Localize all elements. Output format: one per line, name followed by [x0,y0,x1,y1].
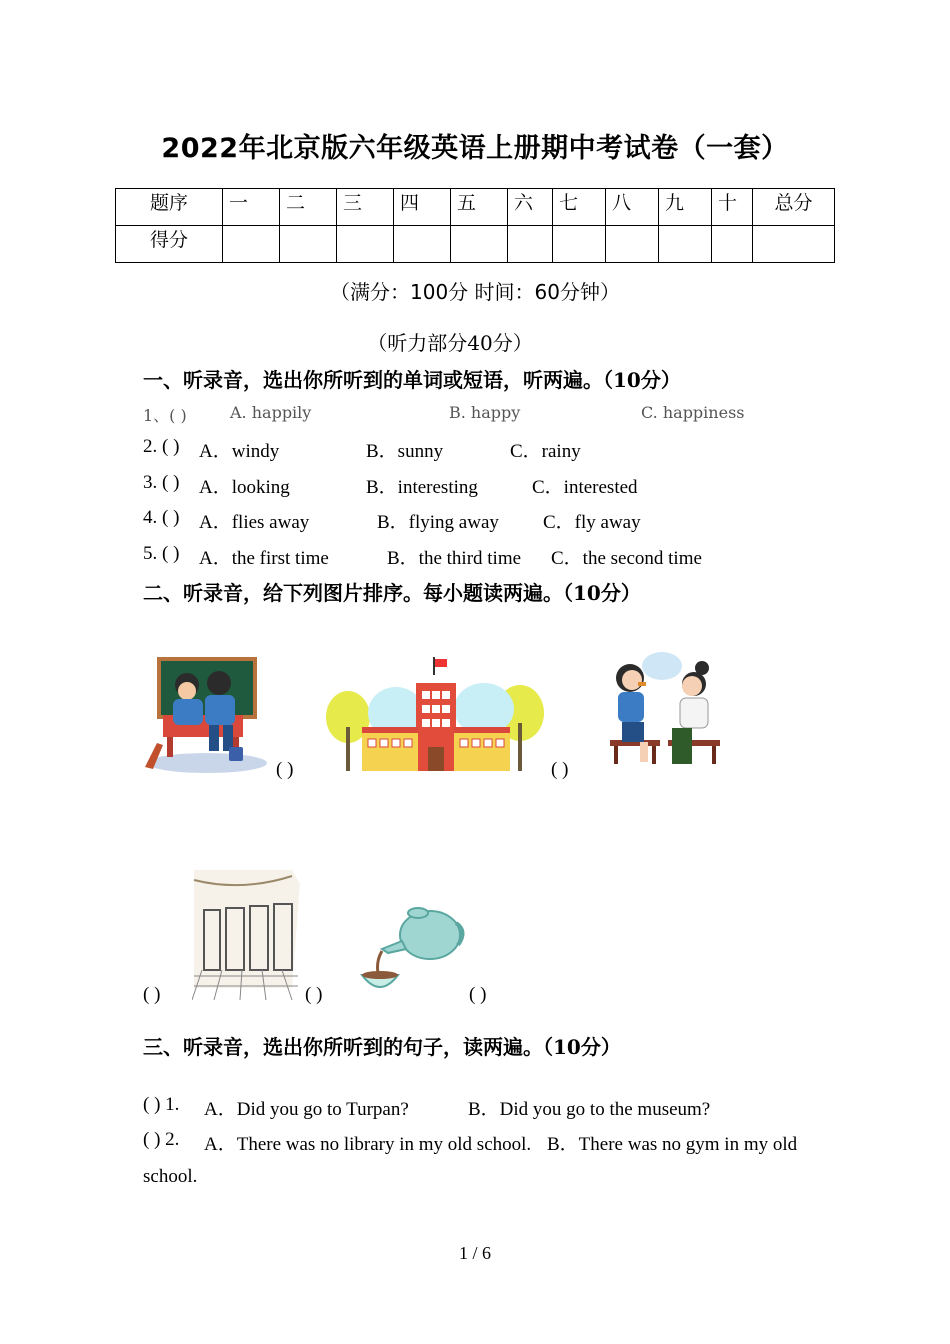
option-a[interactable]: A. happily [230,403,312,422]
question-number[interactable]: 2. ( ) [143,436,180,457]
option-b-continued: school. [143,1166,198,1187]
score-table-cell: 二 [280,189,337,226]
score-input-cell[interactable] [753,226,835,263]
score-table-score-row [116,226,835,263]
answer-blank[interactable]: ( ) [469,984,487,1005]
score-input-cell[interactable] [712,226,753,263]
score-table-cell: 八 [606,189,659,226]
score-input-cell[interactable] [606,226,659,263]
option-a[interactable]: A．There was no library in my old school. [204,1134,532,1155]
question-number[interactable]: ( ) 1. [143,1094,180,1115]
option-c[interactable]: C．the second time [551,548,702,569]
answer-blank[interactable]: ( ) [305,984,323,1005]
option-b[interactable]: B. happy [449,403,521,422]
score-table [115,188,835,263]
score-table-cell: 五 [451,189,508,226]
listening-header: （听力部分40分） [367,331,533,355]
score-table-cell: 十 [712,189,753,226]
option-a[interactable]: A．Did you go to Turpan? [204,1099,409,1120]
option-a[interactable]: A．looking [199,477,290,498]
option-b[interactable]: B．the third time [387,548,522,569]
option-c[interactable]: C. happiness [641,403,745,422]
question-number[interactable]: ( ) 2. [143,1129,180,1150]
option-c[interactable]: C．rainy [510,441,581,462]
option-c[interactable]: C．fly away [543,512,641,533]
score-table-cell: 四 [394,189,451,226]
option-a[interactable]: A．the first time [199,548,329,569]
answer-blank[interactable]: ( ) [143,984,161,1005]
page-number: 1 / 6 [458,1243,491,1263]
question-number[interactable]: 3. ( ) [143,472,180,493]
option-b[interactable]: B．sunny [366,441,444,462]
option-b[interactable]: B．Did you go to the museum? [468,1099,711,1120]
section2-heading: 二、听录音，给下列图片排序。每小题读两遍。（10分） [143,581,641,605]
question-number[interactable]: 5. ( ) [143,543,180,564]
school-building-image [324,657,546,773]
score-input-cell[interactable] [337,226,394,263]
score-input-cell[interactable] [280,226,337,263]
question-number[interactable]: 4. ( ) [143,507,180,528]
score-table-cell: 总分 [753,189,835,226]
option-b[interactable]: B．flying away [377,512,499,533]
score-table-cell: 七 [553,189,606,226]
section3-heading: 三、听录音，选出你所听到的句子，读两遍。（10分） [143,1035,621,1059]
option-a[interactable]: A．windy [199,441,280,462]
answer-blank[interactable]: ( ) [551,759,569,780]
score-input-cell[interactable] [223,226,280,263]
score-table-header-row [116,189,835,226]
score-table-cell: 六 [508,189,553,226]
section1-heading: 一、听录音，选出你所听到的单词或短语，听两遍。（10分） [143,368,681,392]
score-table-cell: 三 [337,189,394,226]
question-number[interactable]: 1、( ) [143,406,187,425]
score-input-cell[interactable] [659,226,712,263]
score-table-cell: 题序 [116,189,223,226]
option-b[interactable]: B．interesting [366,477,478,498]
score-table-cell: 得分 [116,226,223,263]
option-c[interactable]: C．interested [532,477,638,498]
toilet-stalls-image [192,868,302,1002]
teapot-image [360,895,466,999]
girls-talking-image [604,648,724,772]
score-input-cell[interactable] [451,226,508,263]
students-cleaning-image [143,655,271,775]
answer-blank[interactable]: ( ) [276,759,294,780]
score-input-cell[interactable] [394,226,451,263]
exam-info: （满分：100分 时间：60分钟） [330,280,620,304]
page-title: 2022年北京版六年级英语上册期中考试卷（一套） [161,133,789,164]
option-b[interactable]: B．There was no gym in my old [547,1134,798,1155]
score-input-cell[interactable] [508,226,553,263]
score-table-cell: 一 [223,189,280,226]
option-a[interactable]: A．flies away [199,512,310,533]
score-table-cell: 九 [659,189,712,226]
score-input-cell[interactable] [553,226,606,263]
